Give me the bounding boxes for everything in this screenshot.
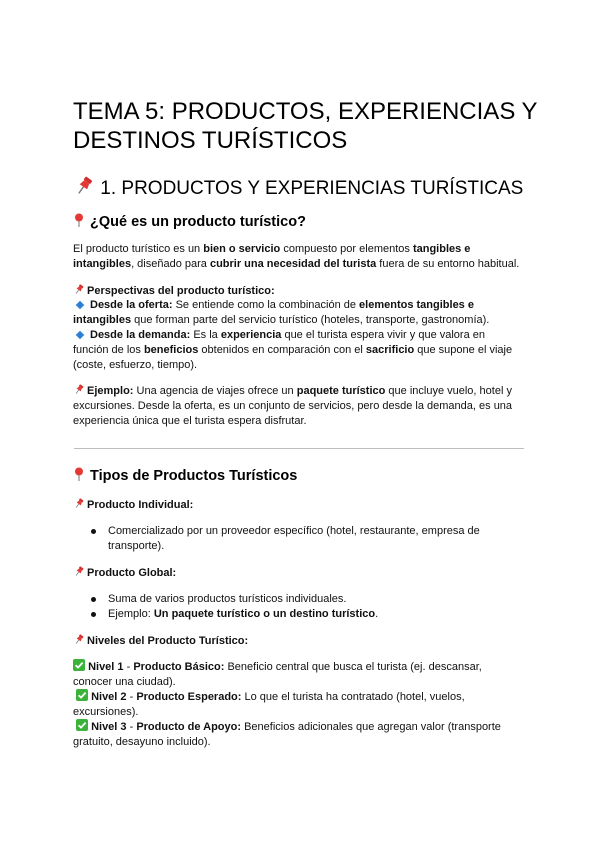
- section-1-heading-text: 1. PRODUCTOS Y EXPERIENCIAS TURÍSTICAS: [100, 178, 524, 199]
- level-2-sep: -: [126, 691, 137, 703]
- demanda-text-4: obtenidos en comparación con el: [198, 344, 366, 356]
- demanda-bold-1: experiencia: [220, 329, 282, 341]
- example-bold-1: paquete turístico: [296, 385, 386, 397]
- level-3-name: Producto de Apoyo:: [136, 721, 242, 733]
- round-pushpin-icon: [74, 213, 84, 232]
- perspectives-title-text: Perspectivas del producto turístico:: [87, 285, 275, 297]
- global-item-2-bold: Un paquete turístico o un destino turístico: [153, 608, 376, 620]
- definition-bold-d: tangibles e: [412, 243, 471, 255]
- oferta-text-1: Se entiende como la combinación de: [172, 299, 360, 311]
- level-1-name: Producto Básico:: [133, 661, 225, 673]
- global-item-1: [91, 591, 346, 607]
- perspective-demanda-line-3: [73, 357, 197, 373]
- level-3-text-1: Beneficios adicionales que agregan valor (transporte: [241, 721, 501, 733]
- definition-line-1: [73, 241, 470, 257]
- section-2-heading-text: Tipos de Productos Turísticos: [90, 468, 298, 484]
- perspective-demanda-line-2: [73, 342, 512, 358]
- level-1-sep: -: [123, 661, 134, 673]
- levels-title-text: Niveles del Producto Turístico:: [87, 635, 249, 647]
- global-item-2: [91, 606, 378, 622]
- level-3-label: Nivel 3: [91, 721, 127, 733]
- document-title-line-2: DESTINOS TURÍSTICOS: [73, 127, 348, 154]
- definition-line-2: [73, 256, 519, 272]
- individual-item-line-2: transporte).: [108, 540, 165, 552]
- global-item-1-text: Suma de varios productos turísticos individuales.: [108, 593, 347, 605]
- check-mark-icon: [76, 721, 91, 733]
- global-title: [73, 565, 176, 582]
- bullet: [91, 529, 96, 534]
- level-1-text-1: Beneficio central que busca el turista (ej. descansar,: [224, 661, 482, 673]
- oferta-bold-1: elementos tangibles e: [359, 299, 474, 311]
- question-heading-text: ¿Qué es un producto turístico?: [90, 214, 306, 230]
- level-2-text-1: Lo que el turista ha contratado (hotel, vuelos,: [241, 691, 465, 703]
- level-2-line-1: [76, 689, 465, 705]
- bullet: [91, 612, 96, 617]
- global-title-text: Producto Global:: [87, 567, 177, 579]
- global-item-2-prefix: Ejemplo:: [108, 608, 154, 620]
- check-mark-icon: [76, 691, 91, 703]
- small-blue-diamond-icon: [76, 330, 84, 338]
- pushpin-icon: [73, 634, 85, 650]
- global-item-2-suffix: .: [375, 608, 379, 620]
- example-line-3: experiencia única que el turista espera disfrutar.: [73, 415, 307, 427]
- level-1-label: Nivel 1: [88, 661, 124, 673]
- demanda-text-5: que supone el viaje: [414, 344, 513, 356]
- level-2-name: Producto Esperado:: [136, 691, 242, 703]
- levels-title: [73, 633, 248, 650]
- level-2-label: Nivel 2: [91, 691, 127, 703]
- definition-bold-e: intangibles: [73, 258, 132, 270]
- definition-bold-g: cubrir una necesidad del turista: [209, 258, 377, 270]
- example-line-2: excursiones. Desde la oferta, es un conjunto de servicios, pero desde la demanda, es una: [73, 400, 513, 412]
- question-heading: [74, 213, 306, 232]
- pushpin-icon: [73, 498, 85, 514]
- example-label: Ejemplo:: [87, 385, 134, 397]
- demanda-bold-2: beneficios: [143, 344, 199, 356]
- demanda-bold-3: sacrificio: [365, 344, 415, 356]
- individual-title-text: Producto Individual:: [87, 499, 194, 511]
- section-1-heading: [73, 176, 523, 202]
- check-mark-icon: [73, 661, 88, 673]
- demanda-text-2: que el turista espera vivir y que valora en: [281, 329, 485, 341]
- example-text-1: Una agencia de viajes ofrece un: [133, 385, 297, 397]
- small-blue-diamond-icon: [76, 300, 84, 308]
- demanda-label: Desde la demanda:: [90, 329, 191, 341]
- individual-title: [73, 497, 193, 514]
- definition-bold-b: bien o servicio: [203, 243, 281, 255]
- section-divider: [74, 448, 524, 449]
- section-2-heading: [74, 467, 297, 486]
- perspective-oferta-line-1: [73, 297, 474, 313]
- demanda-text-3: función de los: [73, 344, 144, 356]
- perspective-oferta-line-2: [73, 312, 489, 328]
- bullet: [91, 597, 96, 602]
- demanda-text-6: (coste, esfuerzo, tiempo).: [73, 359, 198, 371]
- definition-text-a: El producto turístico es un: [73, 243, 204, 255]
- round-pushpin-icon: [74, 467, 84, 486]
- individual-item-text-1: Comercializado por un proveedor específico (hotel, restaurante, empresa de: [108, 525, 480, 537]
- oferta-text-2: que forman parte del servicio turístico (hoteles, transporte, gastronomía).: [131, 314, 490, 326]
- level-2-line-2: excursiones).: [73, 706, 139, 718]
- oferta-bold-2: intangibles: [73, 314, 132, 326]
- document-title-line-1: TEMA 5: PRODUCTOS, EXPERIENCIAS Y: [73, 98, 538, 125]
- individual-item-line-1: [91, 523, 480, 539]
- definition-text-c: compuesto por elementos: [280, 243, 413, 255]
- level-3-sep: -: [126, 721, 137, 733]
- level-1-line-2: conocer una ciudad).: [73, 676, 176, 688]
- definition-text-h: fuera de su entorno habitual.: [376, 258, 520, 270]
- example-text-2: que incluye vuelo, hotel y: [385, 385, 512, 397]
- level-3-line-2: gratuito, desayuno incluido).: [73, 736, 211, 748]
- pushpin-icon: [73, 566, 85, 582]
- pushpin-icon: [73, 176, 95, 202]
- perspective-demanda-line-1: [73, 327, 485, 343]
- definition-text-f: , diseñado para: [131, 258, 210, 270]
- level-1-line-1: [73, 659, 482, 675]
- oferta-label: Desde la oferta:: [90, 299, 173, 311]
- level-3-line-1: [76, 719, 501, 735]
- demanda-text-1: Es la: [190, 329, 221, 341]
